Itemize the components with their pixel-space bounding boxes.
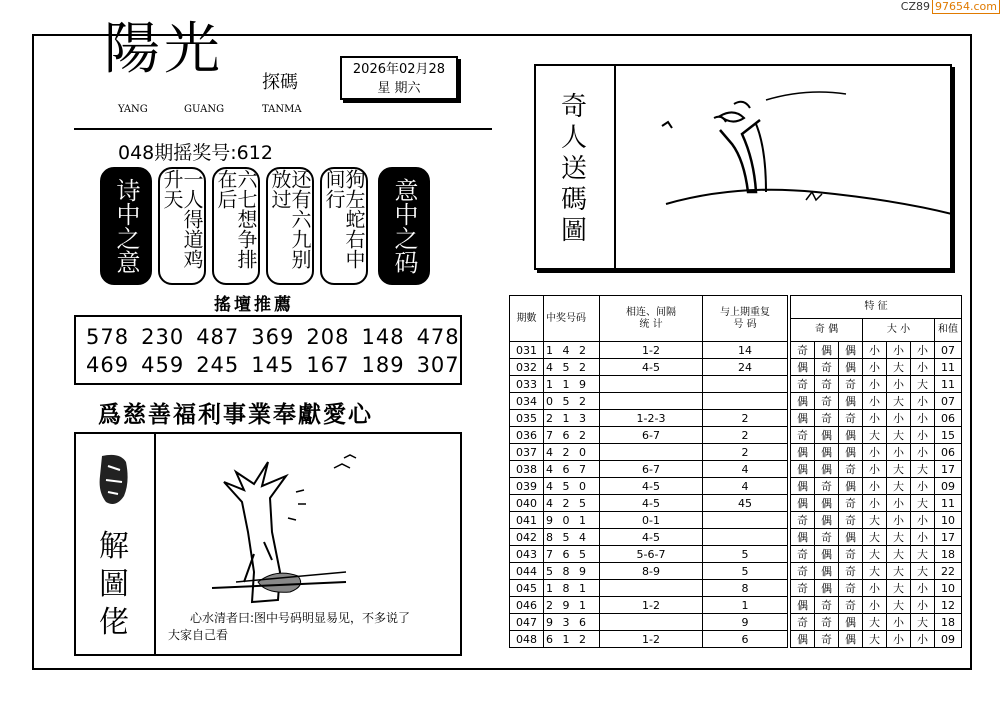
cell-big-small: 大 <box>911 376 935 393</box>
branch-sketch-illustration <box>616 64 952 268</box>
cell-repeat: 5 <box>703 546 788 563</box>
cell-sum: 09 <box>935 478 962 495</box>
cell-big-small: 小 <box>911 444 935 461</box>
cell-consecutive: 4-5 <box>600 495 703 512</box>
col-big-small: 大 小 <box>863 319 935 342</box>
cell-odd-even: 偶 <box>791 359 815 376</box>
cell-consecutive: 4-5 <box>600 529 703 546</box>
cell-big-small: 小 <box>863 393 887 410</box>
cell-odd-even: 奇 <box>815 529 839 546</box>
cell-number: 4 6 7 <box>544 461 600 478</box>
cell-odd-even: 奇 <box>791 342 815 359</box>
recommend-number: 245 <box>196 353 240 377</box>
recommend-number: 208 <box>306 325 350 349</box>
header-divider <box>74 128 492 130</box>
cell-sum: 18 <box>935 614 962 631</box>
cell-odd-even: 奇 <box>791 546 815 563</box>
cell-odd-even: 偶 <box>791 393 815 410</box>
cell-big-small: 大 <box>911 495 935 512</box>
pinyin-tanma: TANMA <box>262 104 302 115</box>
cell-big-small: 小 <box>911 427 935 444</box>
cell-repeat: 9 <box>703 614 788 631</box>
recommend-number: 578 <box>86 325 130 349</box>
cell-issue: 047 <box>510 614 544 631</box>
cell-odd-even: 奇 <box>839 563 863 580</box>
cell-repeat <box>703 376 788 393</box>
date-line: 2026年02月28 <box>352 62 446 77</box>
cell-odd-even: 奇 <box>839 410 863 427</box>
cell-odd-even: 奇 <box>791 614 815 631</box>
cell-number: 2 9 1 <box>544 597 600 614</box>
table-row <box>510 495 962 512</box>
cell-odd-even: 偶 <box>815 444 839 461</box>
cell-big-small: 小 <box>911 597 935 614</box>
cell-odd-even: 奇 <box>815 376 839 393</box>
cell-consecutive <box>600 444 703 461</box>
cell-odd-even: 偶 <box>815 512 839 529</box>
cell-repeat: 5 <box>703 563 788 580</box>
cell-odd-even: 奇 <box>815 393 839 410</box>
cell-issue: 034 <box>510 393 544 410</box>
cell-odd-even: 奇 <box>839 376 863 393</box>
cell-big-small: 小 <box>887 512 911 529</box>
poem-column-4: 狗左蛇右中间行 <box>320 167 368 285</box>
cell-odd-even: 奇 <box>791 512 815 529</box>
table-row <box>510 597 962 614</box>
cell-odd-even: 奇 <box>815 410 839 427</box>
col-issue: 期數 <box>510 296 544 342</box>
cell-big-small: 大 <box>911 546 935 563</box>
table-row <box>510 376 962 393</box>
watermark-prefix: CZ89 <box>900 0 931 13</box>
cell-odd-even: 偶 <box>791 631 815 648</box>
cell-odd-even: 奇 <box>815 478 839 495</box>
cell-big-small: 大 <box>863 614 887 631</box>
cell-big-small: 大 <box>863 512 887 529</box>
poem-column-2: 六七想争排在后 <box>212 167 260 285</box>
cell-big-small: 小 <box>863 410 887 427</box>
cell-big-small: 大 <box>887 393 911 410</box>
cell-issue: 033 <box>510 376 544 393</box>
cell-big-small: 大 <box>863 529 887 546</box>
cell-consecutive: 1-2 <box>600 597 703 614</box>
cell-big-small: 小 <box>887 631 911 648</box>
caption-line-1: 心水清者曰:图中号码明显易见，不多说了 <box>190 611 411 625</box>
cell-odd-even: 偶 <box>791 410 815 427</box>
table-row <box>510 461 962 478</box>
cell-consecutive <box>600 393 703 410</box>
cell-big-small: 小 <box>863 376 887 393</box>
cell-odd-even: 偶 <box>791 461 815 478</box>
col-feature: 特 征 <box>791 296 962 319</box>
table-row <box>510 580 962 597</box>
cell-big-small: 小 <box>887 614 911 631</box>
cell-big-small: 小 <box>911 410 935 427</box>
cell-number: 5 8 9 <box>544 563 600 580</box>
cell-repeat: 45 <box>703 495 788 512</box>
table-row <box>510 563 962 580</box>
cell-odd-even: 偶 <box>839 614 863 631</box>
cell-odd-even: 偶 <box>815 580 839 597</box>
pinyin-yang: YANG <box>118 104 148 115</box>
qiren-label: 奇人送碼圖 <box>560 92 587 246</box>
poem-right-title: 意中之码 <box>378 167 430 285</box>
cell-number: 7 6 5 <box>544 546 600 563</box>
cell-repeat <box>703 529 788 546</box>
pinyin-guang: GUANG <box>184 104 225 115</box>
cell-consecutive <box>600 580 703 597</box>
cell-odd-even: 偶 <box>791 597 815 614</box>
cell-big-small: 大 <box>887 546 911 563</box>
date-box <box>340 56 458 100</box>
cell-repeat: 2 <box>703 427 788 444</box>
seal-icon <box>96 452 132 510</box>
cell-odd-even: 奇 <box>791 376 815 393</box>
cell-odd-even: 偶 <box>791 444 815 461</box>
cell-odd-even: 偶 <box>791 495 815 512</box>
cell-big-small: 大 <box>887 580 911 597</box>
cell-consecutive: 4-5 <box>600 359 703 376</box>
recommend-number: 230 <box>141 325 185 349</box>
cell-odd-even: 偶 <box>815 427 839 444</box>
cell-odd-even: 偶 <box>791 478 815 495</box>
cell-number: 1 4 2 <box>544 342 600 359</box>
cell-big-small: 小 <box>863 359 887 376</box>
cell-sum: 22 <box>935 563 962 580</box>
table-row <box>510 393 962 410</box>
table-row <box>510 614 962 631</box>
table-row <box>510 529 962 546</box>
cell-odd-even: 偶 <box>815 495 839 512</box>
cell-odd-even: 偶 <box>839 444 863 461</box>
cell-sum: 10 <box>935 580 962 597</box>
cell-odd-even: 偶 <box>815 342 839 359</box>
cell-odd-even: 奇 <box>815 597 839 614</box>
cell-big-small: 小 <box>911 580 935 597</box>
cell-odd-even: 偶 <box>815 461 839 478</box>
cell-repeat: 24 <box>703 359 788 376</box>
cell-number: 0 5 2 <box>544 393 600 410</box>
table-row <box>510 512 962 529</box>
cell-number: 8 5 4 <box>544 529 600 546</box>
cell-odd-even: 偶 <box>839 529 863 546</box>
cell-number: 6 1 2 <box>544 631 600 648</box>
cell-odd-even: 奇 <box>791 563 815 580</box>
weekday-line: 星 期六 <box>377 81 421 96</box>
caption-line-2: 大家自己看 <box>168 628 229 642</box>
cell-number: 1 8 1 <box>544 580 600 597</box>
cell-odd-even: 偶 <box>839 427 863 444</box>
cell-repeat: 1 <box>703 597 788 614</box>
col-number: 中奖号码 <box>544 296 600 342</box>
col-sum: 和值 <box>935 319 962 342</box>
cell-odd-even: 奇 <box>791 580 815 597</box>
cell-big-small: 大 <box>911 563 935 580</box>
cell-big-small: 小 <box>863 461 887 478</box>
history-table <box>509 295 962 648</box>
cell-repeat <box>703 393 788 410</box>
recommend-number: 459 <box>141 353 185 377</box>
recommend-number: 469 <box>86 353 130 377</box>
cell-odd-even: 偶 <box>839 631 863 648</box>
table-row <box>510 478 962 495</box>
cell-sum: 10 <box>935 512 962 529</box>
issue-result: 048期摇奖号:612 <box>118 142 273 164</box>
jie-label: 解圖佬 <box>99 529 129 640</box>
cell-big-small: 大 <box>887 427 911 444</box>
poem-left-title: 诗中之意 <box>100 167 152 285</box>
cell-big-small: 大 <box>863 427 887 444</box>
cell-odd-even: 奇 <box>839 546 863 563</box>
cell-big-small: 小 <box>863 597 887 614</box>
cell-odd-even: 奇 <box>839 512 863 529</box>
cell-consecutive <box>600 376 703 393</box>
cell-sum: 15 <box>935 427 962 444</box>
cell-big-small: 小 <box>911 359 935 376</box>
recommend-row-1 <box>86 323 460 351</box>
cell-big-small: 小 <box>911 529 935 546</box>
cell-issue: 041 <box>510 512 544 529</box>
cell-number: 2 1 3 <box>544 410 600 427</box>
cell-odd-even: 奇 <box>815 614 839 631</box>
cell-big-small: 小 <box>863 342 887 359</box>
cell-sum: 12 <box>935 597 962 614</box>
cell-issue: 035 <box>510 410 544 427</box>
site-watermark <box>901 0 1000 13</box>
cell-issue: 042 <box>510 529 544 546</box>
cell-sum: 17 <box>935 529 962 546</box>
poem-column-1: 一人得道鸡升天 <box>158 167 206 285</box>
recommend-number: 167 <box>306 353 350 377</box>
cell-issue: 040 <box>510 495 544 512</box>
cell-big-small: 大 <box>911 461 935 478</box>
cell-big-small: 小 <box>911 478 935 495</box>
cell-big-small: 大 <box>887 529 911 546</box>
cell-big-small: 大 <box>863 631 887 648</box>
poem-column-3: 还有六九别放过 <box>266 167 314 285</box>
recommend-number: 478 <box>416 325 460 349</box>
cell-odd-even: 偶 <box>815 546 839 563</box>
cell-sum: 06 <box>935 444 962 461</box>
cell-big-small: 大 <box>911 614 935 631</box>
cell-odd-even: 偶 <box>839 393 863 410</box>
recommend-number: 369 <box>251 325 295 349</box>
cell-repeat <box>703 512 788 529</box>
col-consecutive: 相连、间隔 统 计 <box>600 296 703 342</box>
cell-consecutive: 1-2 <box>600 631 703 648</box>
cell-big-small: 大 <box>887 563 911 580</box>
cell-sum: 09 <box>935 631 962 648</box>
recommend-number: 189 <box>361 353 405 377</box>
cell-odd-even: 偶 <box>791 529 815 546</box>
cell-issue: 046 <box>510 597 544 614</box>
cell-issue: 031 <box>510 342 544 359</box>
cell-issue: 048 <box>510 631 544 648</box>
cell-number: 9 3 6 <box>544 614 600 631</box>
cell-consecutive: 1-2-3 <box>600 410 703 427</box>
cell-number: 9 0 1 <box>544 512 600 529</box>
cell-repeat: 4 <box>703 461 788 478</box>
cell-number: 4 2 0 <box>544 444 600 461</box>
cell-number: 1 1 9 <box>544 376 600 393</box>
cell-odd-even: 奇 <box>791 427 815 444</box>
cell-repeat: 2 <box>703 444 788 461</box>
cell-big-small: 小 <box>911 393 935 410</box>
cell-big-small: 小 <box>863 444 887 461</box>
recommend-row-2 <box>86 351 460 379</box>
table-row <box>510 359 962 376</box>
cell-odd-even: 奇 <box>839 461 863 478</box>
cell-big-small: 小 <box>887 495 911 512</box>
cell-big-small: 小 <box>887 376 911 393</box>
cell-big-small: 小 <box>863 478 887 495</box>
recommend-number: 307 <box>416 353 460 377</box>
recommend-numbers <box>74 315 462 385</box>
cell-issue: 044 <box>510 563 544 580</box>
cell-repeat: 6 <box>703 631 788 648</box>
qiren-picture <box>614 64 952 270</box>
cell-big-small: 小 <box>887 444 911 461</box>
cell-big-small: 小 <box>887 410 911 427</box>
cell-number: 4 2 5 <box>544 495 600 512</box>
cell-consecutive: 8-9 <box>600 563 703 580</box>
cell-consecutive: 1-2 <box>600 342 703 359</box>
cell-big-small: 小 <box>863 580 887 597</box>
cell-sum: 07 <box>935 342 962 359</box>
recommend-number: 148 <box>361 325 405 349</box>
cell-odd-even: 偶 <box>839 359 863 376</box>
table-row <box>510 546 962 563</box>
recommend-number: 145 <box>251 353 295 377</box>
cell-issue: 043 <box>510 546 544 563</box>
cell-issue: 039 <box>510 478 544 495</box>
cell-odd-even: 偶 <box>839 342 863 359</box>
cell-sum: 11 <box>935 359 962 376</box>
cell-repeat: 14 <box>703 342 788 359</box>
table-row <box>510 410 962 427</box>
cell-big-small: 大 <box>887 597 911 614</box>
cell-big-small: 大 <box>863 563 887 580</box>
cell-odd-even: 奇 <box>839 597 863 614</box>
cell-odd-even: 偶 <box>815 563 839 580</box>
cell-consecutive: 6-7 <box>600 461 703 478</box>
cell-big-small: 小 <box>863 495 887 512</box>
cell-consecutive: 6-7 <box>600 427 703 444</box>
cell-odd-even: 奇 <box>839 495 863 512</box>
cell-big-small: 小 <box>911 512 935 529</box>
cell-issue: 032 <box>510 359 544 376</box>
charity-slogan: 爲慈善福利事業奉獻愛心 <box>98 401 373 428</box>
jie-caption <box>168 610 458 644</box>
cell-odd-even: 偶 <box>839 478 863 495</box>
cell-repeat: 2 <box>703 410 788 427</box>
cell-number: 7 6 2 <box>544 427 600 444</box>
cell-big-small: 大 <box>863 546 887 563</box>
col-odd-even: 奇 偶 <box>791 319 863 342</box>
cell-consecutive: 5-6-7 <box>600 546 703 563</box>
cell-sum: 07 <box>935 393 962 410</box>
table-row <box>510 444 962 461</box>
cell-number: 4 5 2 <box>544 359 600 376</box>
col-repeat: 与上期重复 号 码 <box>703 296 788 342</box>
cell-big-small: 小 <box>911 631 935 648</box>
table-row <box>510 342 962 359</box>
cell-sum: 06 <box>935 410 962 427</box>
table-row <box>510 427 962 444</box>
cell-issue: 036 <box>510 427 544 444</box>
cell-consecutive: 4-5 <box>600 478 703 495</box>
cell-big-small: 大 <box>887 478 911 495</box>
cell-odd-even: 奇 <box>815 359 839 376</box>
cell-odd-even: 奇 <box>839 580 863 597</box>
table-row <box>510 631 962 648</box>
watermark-site[interactable]: 97654.com <box>932 0 1000 14</box>
cell-sum: 18 <box>935 546 962 563</box>
cell-consecutive <box>600 614 703 631</box>
cell-repeat: 8 <box>703 580 788 597</box>
cell-repeat: 4 <box>703 478 788 495</box>
cell-consecutive: 0-1 <box>600 512 703 529</box>
cell-big-small: 大 <box>887 461 911 478</box>
recommend-number: 487 <box>196 325 240 349</box>
cell-number: 4 5 0 <box>544 478 600 495</box>
cell-sum: 11 <box>935 495 962 512</box>
cell-odd-even: 奇 <box>815 631 839 648</box>
logo-title: 陽光 <box>104 17 224 82</box>
recommend-title: 搖壇推薦 <box>214 295 294 315</box>
cell-sum: 11 <box>935 376 962 393</box>
cell-big-small: 小 <box>911 342 935 359</box>
logo-subtitle: 探碼 <box>262 72 298 93</box>
cell-big-small: 大 <box>887 359 911 376</box>
cell-sum: 17 <box>935 461 962 478</box>
cell-big-small: 小 <box>887 342 911 359</box>
cell-issue: 037 <box>510 444 544 461</box>
cell-issue: 045 <box>510 580 544 597</box>
cell-issue: 038 <box>510 461 544 478</box>
